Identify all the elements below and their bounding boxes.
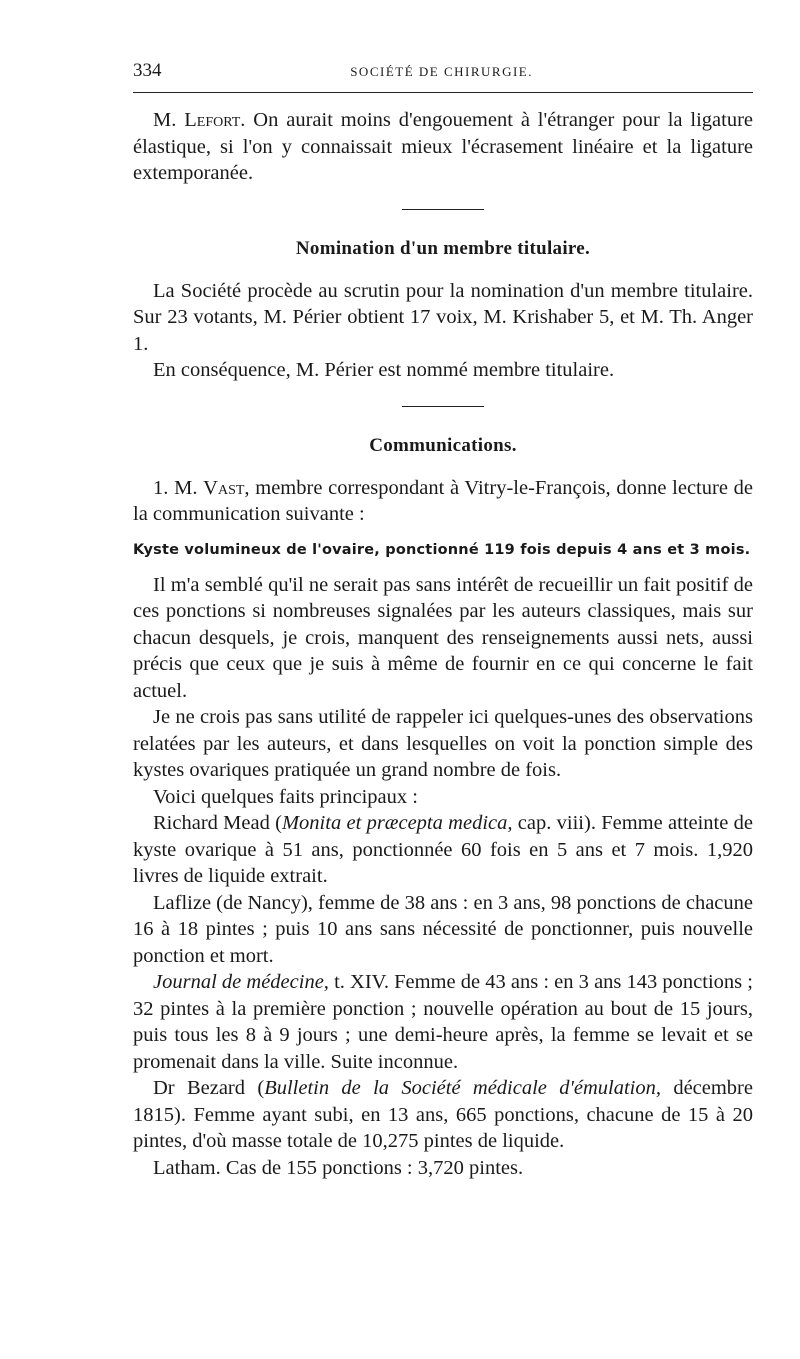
paragraph-text: On aurait moins d'engouement à l'étranger pour la ligature élastique, si l'on y connaissait mieux l'écrasement linéaire et la ligature extemporanée.: [133, 109, 753, 184]
paragraph-result: En conséquence, M. Périer est nommé membre titulaire.: [153, 359, 615, 381]
section-heading-nomination: Nomination d'un membre titulaire.: [295, 237, 591, 259]
paragraph-body-2: Je ne crois pas sans utilité de rappeler ici quelques-unes des observations relatées par les auteurs, et dans lesquelles on voit la ponction simple des kystes ovariques pratiquée un grand nombre de fois.: [133, 706, 753, 781]
header-rule: [133, 92, 753, 93]
running-title: SOCIÉTÉ DE CHIRURGIE.: [350, 64, 533, 79]
paragraph-journal: [133, 969, 753, 1075]
paragraph-scrutin: La Société procède au scrutin pour la nomination d'un membre titulaire. Sur 23 votants, M. Périer obtient 17 voix, M. Krishaber 5, et M. Th. Anger 1.: [133, 279, 753, 355]
section-heading-communications: Communications.: [369, 434, 517, 456]
paragraph-bezard: [133, 1075, 753, 1155]
text: cap. viii). Femme atteinte de kyste ovarique à 51 ans, ponctionnée 60 fois en 5 ans et 7 mois. 1,920 livres de liquide extrait.: [133, 812, 753, 887]
text: t. XIV. Femme de 43 ans : en 3 ans 143 ponctions ; 32 pintes à la première ponction ; nouvelle opération au bout de 15 jours, puis tous les 8 à 9 jours ; une demi-heure après, la femme se levait et se promenait dans la ville. Suite inconnue.: [133, 971, 753, 1073]
text: décembre 1815). Femme ayant subi, en 13 ans, 665 ponctions, chacune de 15 à 20 pintes, d'où masse totale de 10,275 pintes de liquide.: [133, 1077, 753, 1152]
intro-number: 1. M.: [153, 476, 204, 499]
paragraph-intro: [133, 475, 753, 528]
citation-title: Monita et præcepta medica,: [281, 812, 513, 834]
text: Dr Bezard (: [153, 1077, 265, 1099]
paragraph-body-1: Il m'a semblé qu'il ne serait pas sans intérêt de recueillir un fait positif de ces ponctions si nombreuses signalées par les auteurs classiques, mais sur chacun desquels, je crois, manquent des renseignements aussi nets, aussi précis que ceux que je suis à même de fournir en ce qui concerne le fait actuel.: [133, 573, 753, 702]
speaker-name: M. Lefort.: [153, 109, 246, 131]
author-name: Vast: [203, 476, 245, 499]
text: Richard Mead (: [153, 812, 282, 834]
paragraph-laflize: Laflize (de Nancy), femme de 38 ans : en 3 ans, 98 ponctions de chacune 16 à 18 pintes ; puis 10 ans sans nécessité de ponctionner, puis nouvelle ponction et mort.: [133, 891, 753, 967]
paragraph-body-3: Voici quelques faits principaux :: [153, 785, 418, 808]
intro-text: , membre correspondant à Vitry-le-François, donne lecture de la communication suivante :: [133, 476, 753, 525]
section-divider: [402, 209, 484, 210]
citation-title: Bulletin de la Société médicale d'émulation,: [264, 1077, 661, 1099]
page-header: [133, 60, 753, 86]
page-number: 334: [133, 60, 162, 81]
paragraph-latham: Latham. Cas de 155 ponctions : 3,720 pintes.: [153, 1156, 524, 1179]
paragraph-lefort: [133, 107, 753, 187]
citation-title: Journal de médecine,: [153, 971, 329, 993]
section-divider: [402, 406, 484, 407]
communication-title: Kyste volumineux de l'ovaire, ponctionné 119 fois depuis 4 ans et 3 mois.: [133, 541, 751, 558]
paragraph-mead: [133, 810, 753, 890]
book-page: [133, 60, 753, 1181]
